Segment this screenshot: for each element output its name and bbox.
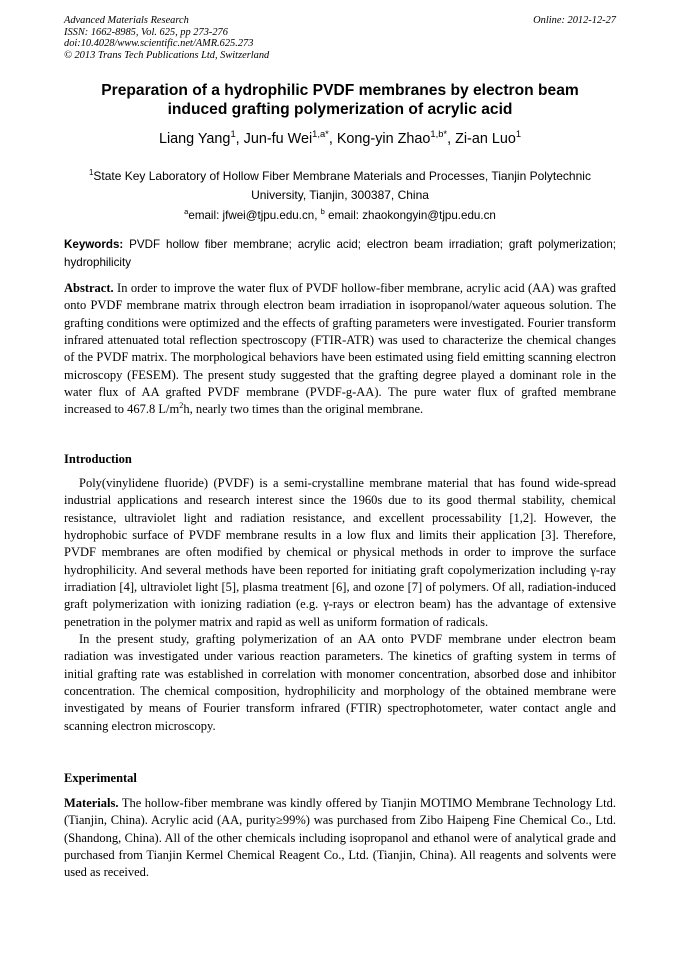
abstract-text-end: h, nearly two times than the original membrane.	[183, 402, 424, 417]
abstract-superscript: 2	[179, 401, 184, 411]
author-superscript: 1,b*	[430, 129, 448, 140]
introduction-section	[64, 475, 616, 735]
online-date: Online: 2012-12-27	[533, 15, 616, 26]
materials-paragraph	[64, 795, 616, 882]
affiliation-line-2: University, Tianjin, 300387, China	[251, 188, 429, 202]
author-superscript: 1	[230, 129, 236, 140]
keywords	[64, 236, 616, 271]
author-separator: ,	[328, 131, 337, 147]
keywords-text: PVDF hollow fiber membrane; acrylic acid; electron beam irradiation; graft polymerization; hydrophilicity	[64, 238, 616, 269]
journal-header	[64, 15, 616, 61]
journal-name: Advanced Materials Research	[64, 15, 189, 26]
affiliation-line-1: State Key Laboratory of Hollow Fiber Membrane Materials and Processes, Tianjin Polytechnic	[93, 169, 591, 183]
copyright-line: © 2013 Trans Tech Publications Ltd, Switzerland	[64, 49, 270, 61]
email-b: email: zhaokongyin@tjpu.edu.cn	[324, 209, 496, 222]
author-name: Jun-fu Wei	[243, 131, 313, 147]
abstract-text: In order to improve the water flux of PVDF hollow-fiber membrane, acrylic acid (AA) was grafted onto PVDF membrane matrix through electron beam irradiation in isopropanol/water aqueous solution. The grafting conditions were optimized and the effects of grafting parameters were investigated. Fourier transform infrared attenuated total reflection spectroscopy (FTIR-ATR) was used to characterize the chemical changes of the PVDF matrix. The morphological behaviors have been estimated using field emitting scanning electron microscopy (FESEM). The present study suggested that the grafting degree played a dominant role in the water flux of AA grafted PVDF membrane (PVDF-g-AA). The pure water flux of grafted membrane increased to 467.8 L/m	[64, 281, 616, 417]
abstract	[64, 280, 616, 419]
issn-line: ISSN: 1662-8985, Vol. 625, pp 273-276	[64, 26, 228, 38]
affiliation-superscript: 1	[89, 168, 94, 177]
materials-text: The hollow-fiber membrane was kindly offered by Tianjin MOTIMO Membrane Technology Ltd. (Tianjin, China). Acrylic acid (AA, purity≥99%) was purchased from Zibo Haipeng Fine Chemical Co., Ltd. (Shandong, China). All of the other chemicals including isopropanol and ethanol were of analytical grade and purchased from Tianjin Kermel Chemical Reagent Co., Ltd. (Tianjin, China). All reagents and solvents were used as received.	[64, 796, 616, 880]
author-superscript: 1	[515, 129, 522, 140]
author-name: Zi-an Luo	[455, 131, 516, 147]
author-name: Kong-yin Zhao	[336, 131, 431, 147]
materials-label: Materials.	[64, 796, 119, 810]
author-name: Liang Yang	[158, 131, 231, 147]
author-list	[64, 130, 616, 148]
contact-emails	[64, 208, 616, 224]
author-separator: ,	[235, 131, 244, 147]
author-superscript: 1,a*	[312, 129, 329, 140]
introduction-heading: Introduction	[64, 452, 132, 466]
email-a: email: jfwei@tjpu.edu.cn,	[188, 209, 321, 222]
keywords-label: Keywords:	[64, 238, 124, 251]
introduction-paragraph-2: In the present study, grafting polymerization of an AA onto PVDF membrane under electron beam radiation was investigated under various reaction parameters. The kinetics of grafting system in terms of initial grafting rate was established in correlation with monomer concentration, absorbed dose and inhibitor concentration. The chemical composition, hydrophilicity and morphology of the obtained membrane were investigated by means of Fourier transform infrared (FTIR) spectrophotometer, water contact angle and scanning electron microscopy.	[64, 632, 616, 733]
title-line-2: induced grafting polymerization of acrylic acid	[167, 101, 513, 118]
doi-line: doi:10.4028/www.scientific.net/AMR.625.273	[64, 38, 254, 50]
introduction-paragraph-1: Poly(vinylidene fluoride) (PVDF) is a semi-crystalline membrane material that has found wide-spread industrial applications and research interest since the 1960s due to its good thermal stability, chemical resistance, ultraviolet light and radiation resistance, and excellent processability [1,2]. However, the hydrophobic surface of PVDF membrane results in a low flux and limits their application [3]. Therefore, PVDF membranes are often modified by chemical or physical methods in order to improve the surface hydrophilicity. And several methods have been reported for initiating graft copolymerization including γ-ray irradiation [4], ultraviolet light [5], plasma treatment [6], and ozone [7] of polymers. Of all, radiation-induced graft polymerization with ionizing radiation (e.g. γ-rays or electron beam) has the advantage of extensive penetration in the polymer matrix and rapid as well as uniform formation of radicals.	[64, 476, 616, 629]
author-separator: ,	[447, 131, 456, 147]
email-superscript: a	[184, 207, 189, 217]
affiliation	[64, 167, 616, 205]
title-line-1: Preparation of a hydrophilic PVDF membranes by electron beam	[101, 82, 579, 99]
abstract-label: Abstract.	[64, 281, 114, 295]
experimental-heading: Experimental	[64, 771, 137, 785]
paper-title	[64, 81, 616, 119]
email-superscript: b	[320, 207, 325, 217]
